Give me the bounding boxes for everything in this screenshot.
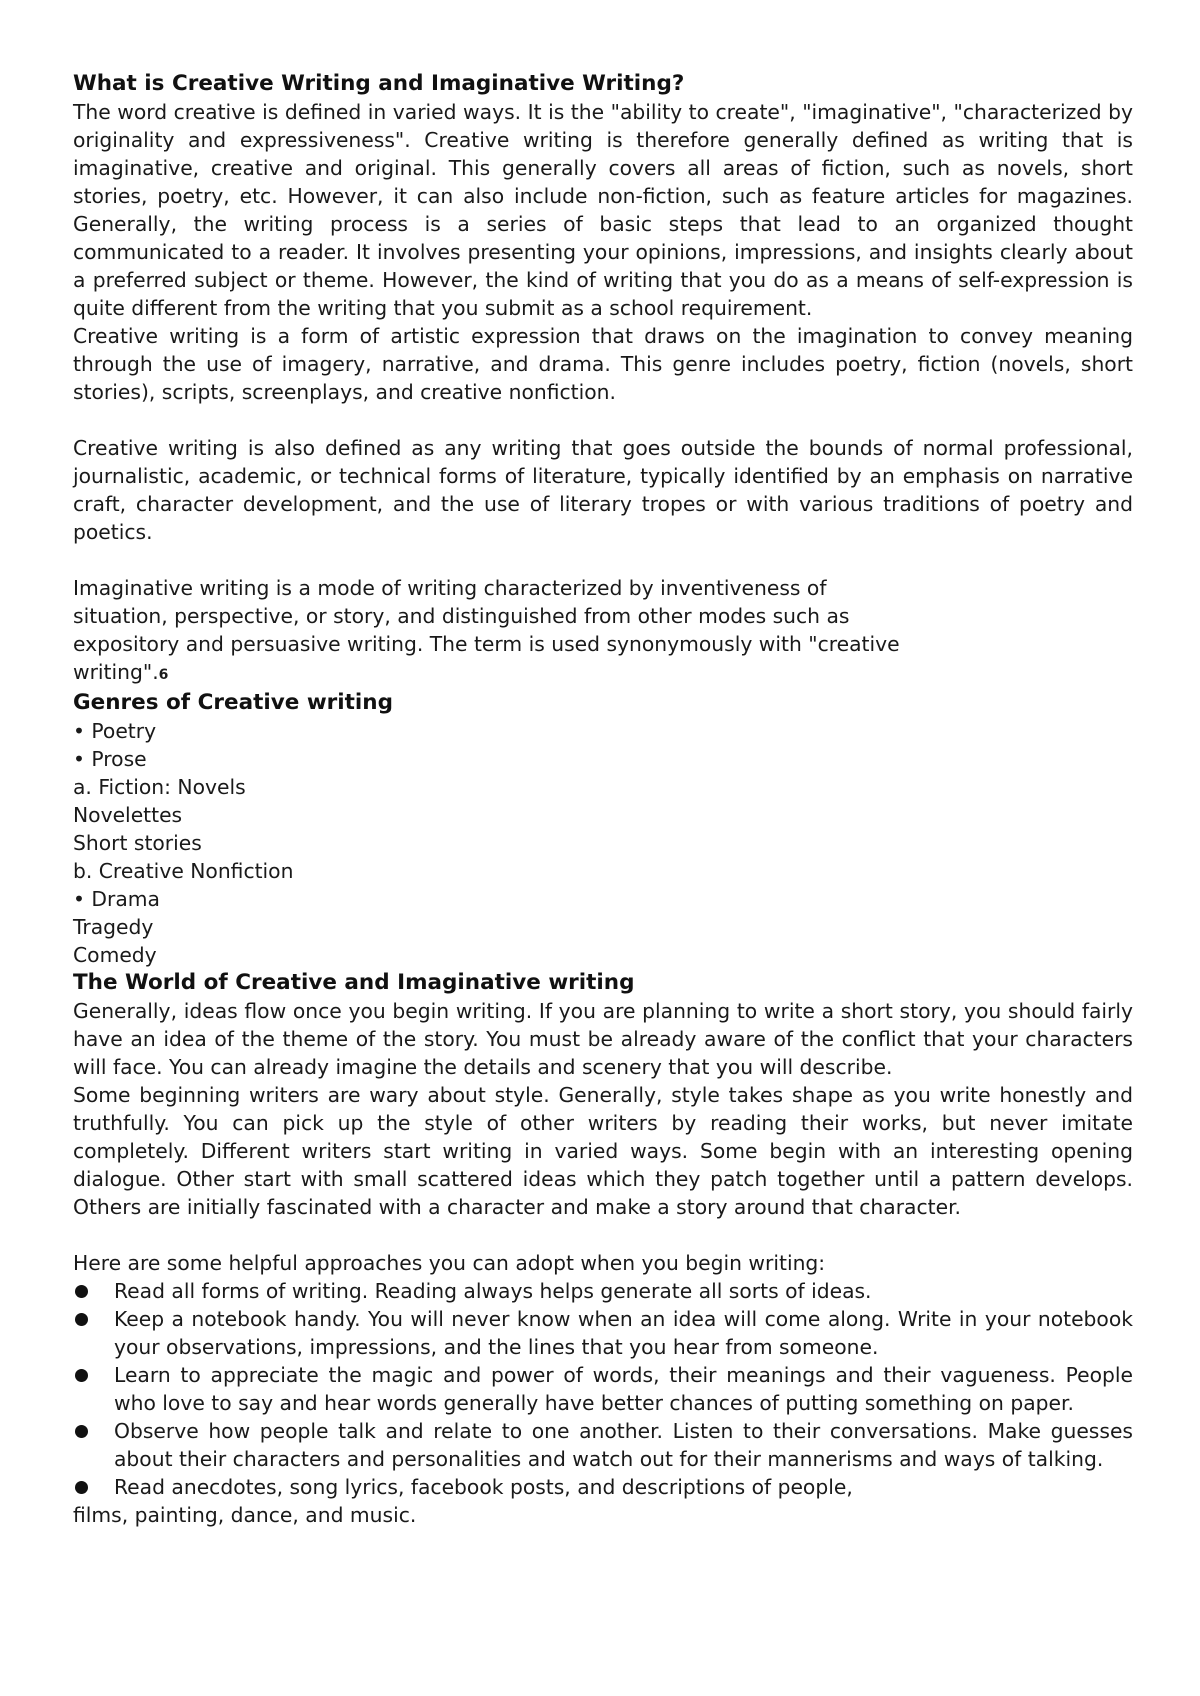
list-item (73, 1277, 1133, 1305)
genre-item: • Drama (73, 887, 160, 911)
genre-item: Short stories (73, 831, 202, 855)
list-item (73, 1417, 1133, 1473)
text-line: Imaginative writing is a mode of writing characterized by inventiveness of (73, 576, 827, 600)
paragraph-definition: The word creative is defined in varied ways. It is the "ability to create", "imaginative", "characterized by originality and expressiveness". Creative writing is therefore generally defined as writing that is imaginative, creative and original. This generally covers all areas of fiction, such as novels, short stories, poetry, etc. However, it can also include non-fiction, such as feature articles for magazines. Generally, the writing process is a series of basic steps that lead to an organized thought communicated to a reader. It involves presenting your opinions, impressions, and insights clearly about a preferred subject or theme. However, the kind of writing that you do as a means of self-expression is quite different from the writing that you submit as a school requirement. (73, 100, 1133, 320)
genre-item: • Prose (73, 747, 147, 771)
bullet-icon (75, 1369, 88, 1382)
paragraph-closing-line: films, painting, dance, and music. (73, 1503, 417, 1527)
paragraph-style: Some beginning writers are wary about style. Generally, style takes shape as you write honestly and truthfully. You can pick up the style of other writers by reading their works, but never imitate completely. Different writers start writing in varied ways. Some begin with an interesting opening dialogue. Other start with small scattered ideas which they patch together until a pattern develops. Others are initially fascinated with a character and make a story around that character. (73, 1083, 1133, 1219)
bullet-icon (75, 1481, 88, 1494)
bullet-icon (75, 1285, 88, 1298)
bullet-icon (75, 1425, 88, 1438)
paragraph-imaginative-writing (73, 574, 1133, 689)
heading-world-of-creative-writing: The World of Creative and Imaginative writing (73, 970, 635, 995)
list-item (73, 1305, 1133, 1361)
approaches-list (73, 1277, 1133, 1501)
text-line-content: writing". (73, 660, 159, 684)
spacer (73, 546, 1133, 574)
list-item-text: Observe how people talk and relate to one another. Listen to their conversations. Make guesses about their characters and personalities and watch out for their mannerisms and ways of talking. (114, 1419, 1133, 1471)
genre-item: • Poetry (73, 719, 157, 743)
paragraph-approaches-intro: Here are some helpful approaches you can adopt when you begin writing: (73, 1251, 826, 1275)
paragraph-artistic-expression: Creative writing is a form of artistic expression that draws on the imagination to convey meaning through the use of imagery, narrative, and drama. This genre includes poetry, fiction (novels, short stories), scripts, screenplays, and creative nonfiction. (73, 324, 1133, 404)
paragraph-outside-bounds: Creative writing is also defined as any writing that goes outside the bounds of normal professional, journalistic, academic, or technical forms of literature, typically identified by an emphasis on narrative craft, character development, and the use of literary tropes or with various traditions of poetry and poetics. (73, 436, 1133, 544)
genre-item: Tragedy (73, 915, 154, 939)
text-line: situation, perspective, or story, and distinguished from other modes such as (73, 604, 850, 628)
list-item (73, 1361, 1133, 1417)
list-item (73, 1473, 1133, 1501)
list-item-text: Read anecdotes, song lyrics, facebook posts, and descriptions of people, (114, 1475, 853, 1499)
footnote-reference: 6 (158, 667, 169, 683)
genre-item: b. Creative Nonfiction (73, 859, 294, 883)
spacer (73, 1221, 1133, 1249)
heading-what-is-creative-writing: What is Creative Writing and Imaginative Writing? (73, 71, 685, 96)
paragraph-ideas-flow: Generally, ideas flow once you begin writing. If you are planning to write a short story, you should fairly have an idea of the theme of the story. You must be already aware of the conflict that your characters will face. You can already imagine the details and scenery that you will describe. (73, 999, 1133, 1079)
list-item-text: Keep a notebook handy. You will never know when an idea will come along. Write in your notebook your observations, impressions, and the lines that you hear from someone. (114, 1307, 1133, 1359)
document-page (73, 70, 1133, 1529)
genre-item: a. Fiction: Novels (73, 775, 246, 799)
list-item-text: Learn to appreciate the magic and power of words, their meanings and their vagueness. People who love to say and hear words generally have better chances of putting something on paper. (114, 1363, 1133, 1415)
bullet-icon (75, 1313, 88, 1326)
genre-item: Comedy (73, 943, 157, 967)
genres-list (73, 717, 1133, 969)
genre-item: Novelettes (73, 803, 183, 827)
list-item-text: Read all forms of writing. Reading always helps generate all sorts of ideas. (114, 1279, 872, 1303)
text-line (73, 658, 1133, 689)
heading-genres: Genres of Creative writing (73, 690, 393, 715)
spacer (73, 406, 1133, 434)
text-line: expository and persuasive writing. The term is used synonymously with "creative (73, 632, 900, 656)
